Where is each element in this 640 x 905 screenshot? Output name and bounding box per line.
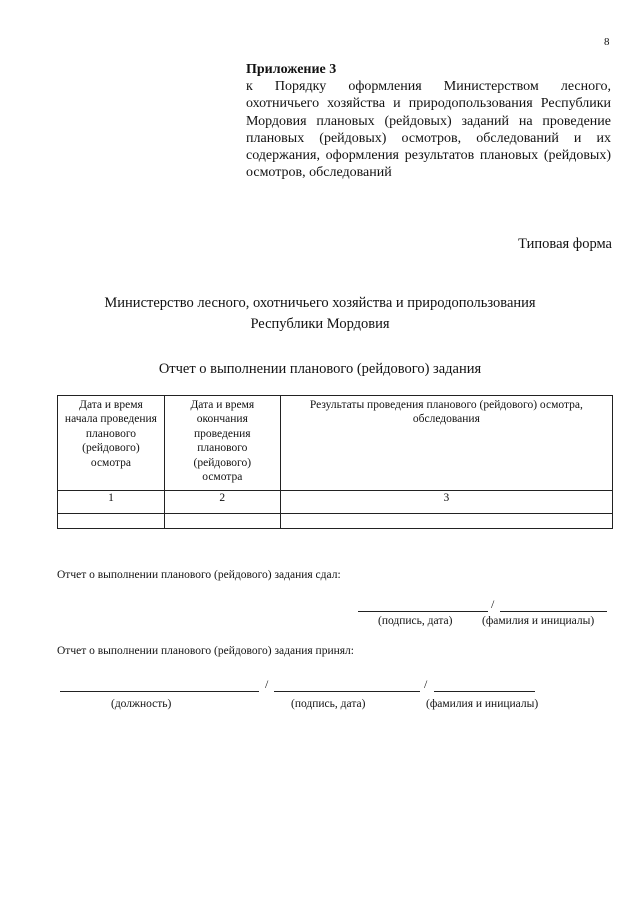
report-title: Отчет о выполнении планового (рейдового) задания [158,361,482,377]
empty-cell[interactable] [280,514,612,529]
header-start-datetime [58,396,165,491]
table-number-row [58,491,613,514]
form-type-label: Типовая форма [518,236,612,252]
empty-cell[interactable] [58,514,165,529]
table-empty-row [58,514,613,529]
accepted-name-caption: (фамилия и инициалы) [426,698,539,710]
ministry-heading [0,293,640,335]
header-results [280,396,612,491]
header-start-text: Дата и время начала проведения планового (рейдового) осмотра [64,399,157,469]
submitted-label: Отчет о выполнении планового (рейдового) задания сдал: [57,569,341,581]
ministry-line-2: Республики Мордовия [250,316,390,332]
accepted-signature-caption: (подпись, дата) [291,698,366,710]
accepted-label: Отчет о выполнении планового (рейдового) задания принял: [57,645,354,657]
submitted-name-caption: (фамилия и инициалы) [482,615,595,627]
accepted-position-line[interactable] [60,691,259,692]
accepted-name-line[interactable] [434,691,535,692]
ministry-line-1: Министерство лесного, охотничьего хозяйства и природопользования [104,295,536,311]
submitted-signature-line[interactable] [358,611,488,612]
page-number: 8 [604,36,610,48]
column-number-1: 1 [58,491,165,514]
appendix-title: Приложение 3 [246,62,337,77]
table-header-row [58,396,613,491]
accepted-separator-2: / [424,677,428,691]
header-results-text: Результаты проведения планового (рейдового) осмотра, обследования [309,399,583,426]
submitted-separator: / [491,597,495,611]
submitted-name-line[interactable] [500,611,607,612]
accepted-position-caption: (должность) [111,698,172,710]
empty-cell[interactable] [164,514,280,529]
submitted-signature-caption: (подпись, дата) [378,615,453,627]
report-table [57,395,613,529]
header-end-datetime [164,396,280,491]
appendix-text: к Порядку оформления Министерством лесного, охотничьего хозяйства и природопользования Республики Мордовия плановых (рейдовых) заданий на проведение плановых (рейдовых) осмотров, обследований и их содержания, оформления результатов плановых (рейдовых) осмотров, обследований [246,79,611,181]
column-number-2: 2 [164,491,280,514]
appendix-block [246,61,611,181]
accepted-separator-1: / [265,677,269,691]
column-number-3: 3 [280,491,612,514]
accepted-signature-line[interactable] [274,691,420,692]
header-end-text: Дата и время окончания проведения планового (рейдового) осмотра [190,399,255,484]
